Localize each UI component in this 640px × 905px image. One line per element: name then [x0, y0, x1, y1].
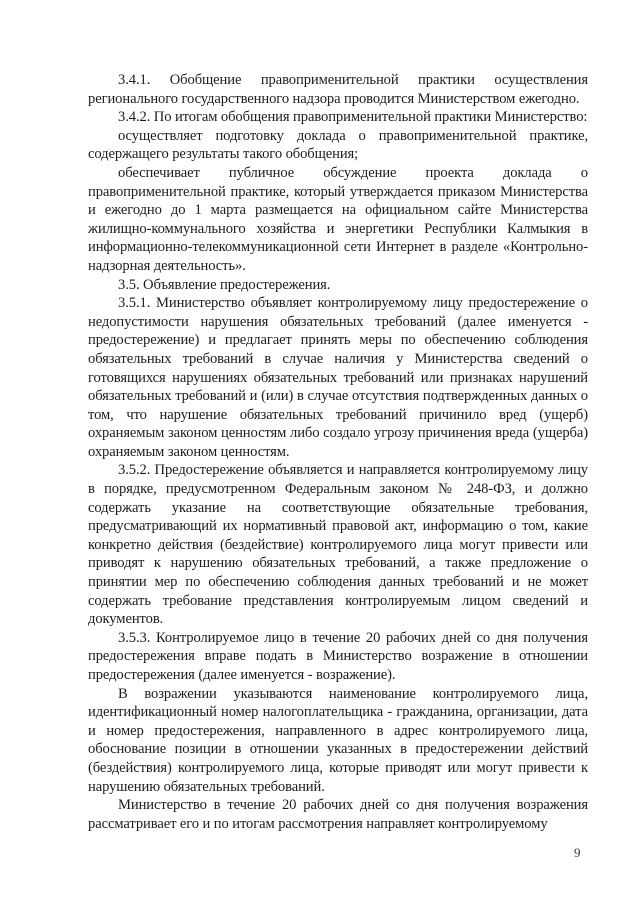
paragraph-3-5-2: 3.5.2. Предостережение объявляется и направляется контролируемому лицу в порядке, предусмотренном Федеральным законом № 248-ФЗ, и должно содержать указание на соответствующие обязательные требования, предусматривающий их нормативный правовой акт, информацию о том, какие конкретно действия (бездействие) контролируемого лица могут привести или приводят к нарушению обязательных требований, а также предложение о принятии мер по обеспечению соблюдения данных требований и не может содержать требование представления контролируемым лицом сведений и документов. [88, 462, 588, 628]
paragraph-3-4-2: 3.4.2. По итогам обобщения правоприменительной практики Министерство: [118, 109, 588, 126]
section-heading-3-5: 3.5. Объявление предостережения. [118, 276, 331, 293]
paragraph-3-5-3: 3.5.3. Контролируемое лицо в течение 20 рабочих дней со дня получения предостережения вправе подать в Министерство возражение в отношении предостережения (далее именуется - возражение). [88, 629, 588, 683]
paragraph-3-4-1: 3.4.1. Обобщение правоприменительной практики осуществления регионального государственного надзора проводится Министерством ежегодно. [88, 72, 588, 107]
paragraph-3-5-1: 3.5.1. Министерство объявляет контролируемому лицу предостережение о недопустимости нарушения обязательных требований (далее именуется - предостережение) и предлагает принять меры по обеспечению соблюдения обязательных требований в случае наличия у Министерства сведений о готовящихся нарушениях обязательных требований или признаках нарушений обязательных требований и (или) в случае отсутствия подтвержденных данных о том, что нарушение обязательных требований причинило вред (ущерб) охраняемым законом ценностям либо создало угрозу причинения вреда (ущерба) охраняемым законом ценностям. [88, 295, 588, 460]
page-number: 9 [574, 845, 581, 860]
paragraph-report-preparation: осуществляет подготовку доклада о правоприменительной практике, содержащего результаты такого обобщения; [88, 127, 588, 163]
paragraph-objection-contents: В возражении указываются наименование контролируемого лица, идентификационный номер налогоплательщика - гражданина, организации, дата и номер предостережения, направленного в адрес контролируемого лица, обоснование позиции в отношении указанных в предостережении действий (бездействия) контролируемого лица, которые приводят или могут привести к нарушению обязательных требований. [88, 685, 588, 795]
paragraph-public-discussion: обеспечивает публичное обсуждение проекта доклада о правоприменительной практике, который утверждается приказом Министерства и ежегодно до 1 марта размещается на официальном сайте Министерства жилищно-коммунального хозяйства и энергетики Республики Калмыкия в информационно-телекоммуникационной сети Интернет в разделе «Контрольно-надзорная деятельность». [88, 164, 588, 274]
paragraph-objection-review: Министерство в течение 20 рабочих дней со дня получения возражения рассматривает его и по итогам рассмотрения направляет контролируемому [88, 797, 588, 832]
body-text [88, 71, 588, 833]
